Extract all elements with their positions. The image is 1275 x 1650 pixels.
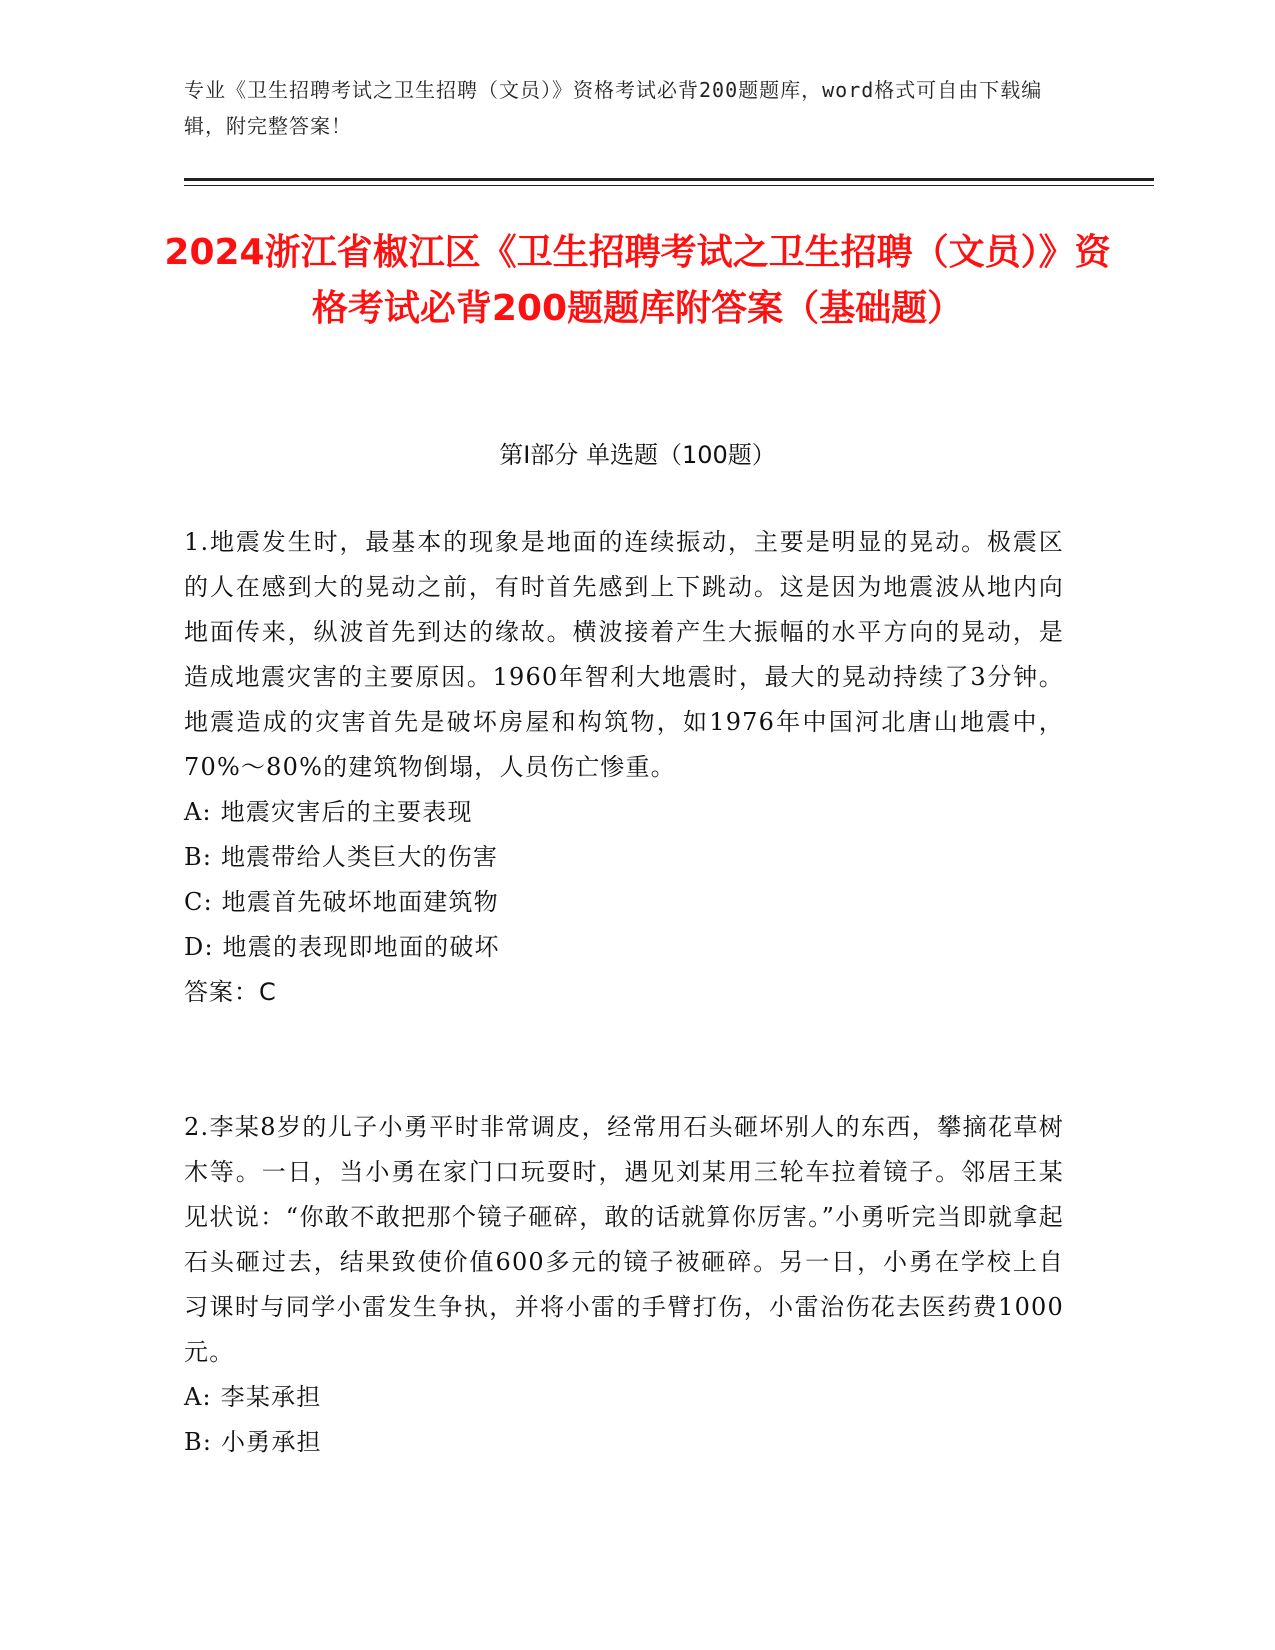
header-note: 专业《卫生招聘考试之卫生招聘（文员）》资格考试必背200题题库，word格式可自由下载编辑，附完整答案！ <box>184 78 1043 138</box>
option-b: B: 地震带给人类巨大的伤害 <box>184 843 499 871</box>
question-stem: 2.李某8岁的儿子小勇平时非常调皮，经常用石头砸坏别人的东西，攀摘花草树木等。一日，当小勇在家门口玩耍时，遇见刘某用三轮车拉着镜子。邻居王某见状说：“你敢不敢把那个镜子砸碎，敢的话就算你厉害。”小勇听完当即就拿起石头砸过去，结果致使价值600多元的镜子被砸碎。另一日，小勇在学校上自习课时与同学小雷发生争执，并将小雷的手臂打伤，小雷治伤花去医药费1000元。 <box>184 1113 1064 1366</box>
section-heading: 第Ⅰ部分 单选题（100题） <box>499 441 776 469</box>
option-c: C: 地震首先破坏地面建筑物 <box>184 888 499 916</box>
header-divider-thin <box>184 185 1154 186</box>
question-2 <box>184 1105 1064 1465</box>
document-title: 2024浙江省椒江区《卫生招聘考试之卫生招聘（文员）》资格考试必背200题题库附答案（基础题） <box>164 232 1111 329</box>
answer-line: 答案：C <box>184 978 277 1006</box>
option-a: A: 李某承担 <box>184 1383 322 1411</box>
option-d: D: 地震的表现即地面的破坏 <box>184 933 500 961</box>
question-stem: 1.地震发生时，最基本的现象是地面的连续振动，主要是明显的晃动。极震区的人在感到大的晃动之前，有时首先感到上下跳动。这是因为地震波从地内向地面传来，纵波首先到达的缘故。横波接着产生大振幅的水平方向的晃动，是造成地震灾害的主要原因。1960年智利大地震时，最大的晃动持续了3分钟。地震造成的灾害首先是破坏房屋和构筑物，如1976年中国河北唐山地震中，70%～80%的建筑物倒塌，人员伤亡惨重。 <box>184 528 1064 781</box>
header-divider-thick <box>184 178 1154 181</box>
option-b: B: 小勇承担 <box>184 1428 322 1456</box>
question-1 <box>184 520 1064 1015</box>
option-a: A: 地震灾害后的主要表现 <box>184 798 473 826</box>
